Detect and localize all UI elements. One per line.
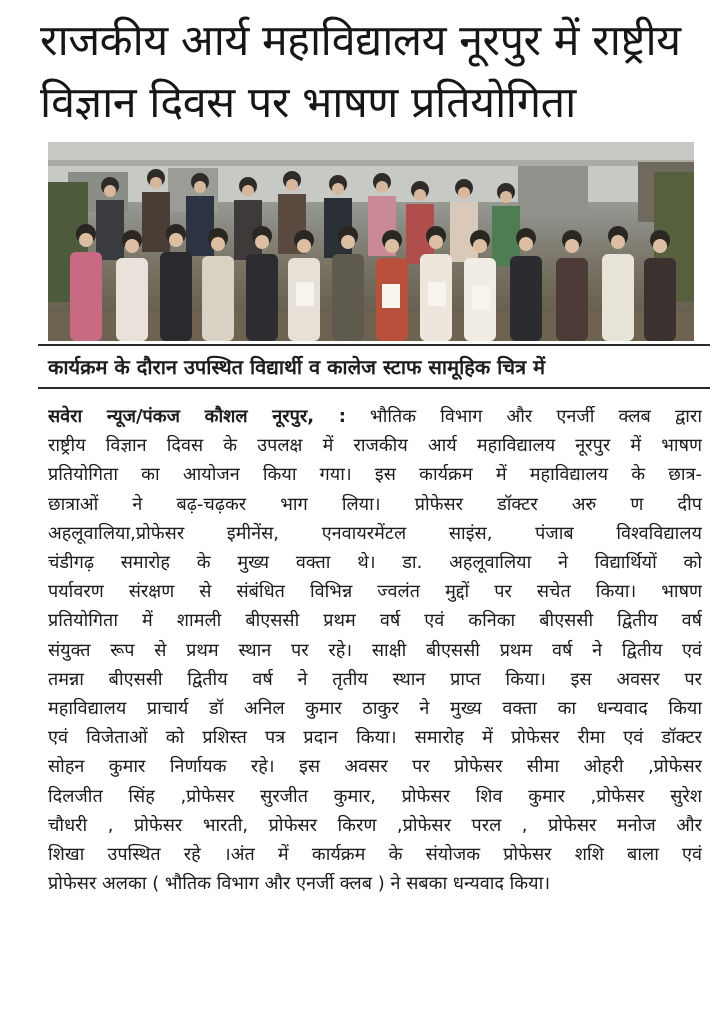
headline-line-2: विज्ञान दिवस पर भाषण प्रतियोगिता [40,78,576,128]
body-line: तमन्ना बीएससी द्वितीय वर्ष ने तृतीय स्थान प्राप्त किया। इस अवसर पर [48,668,702,690]
article-body [48,402,702,898]
body-line: शिखा उपस्थित रहे ।अंत में कार्यक्रम के संयोजक प्रोफेसर शशि बाला एवं [48,844,702,866]
body-line: अहलूवालिया,प्रोफेसर इमीनेंस, एनवायरमेंटल साइंस, पंजाब विश्वविद्यालय [48,522,702,544]
body-line: चंडीगढ़ समारोह के मुख्य वक्ता थे। डा. अहलूवालिया ने विद्यार्थियों को [48,552,702,574]
caption-top-rule [38,344,710,346]
photo-caption: कार्यक्रम के दौरान उपस्थित विद्यार्थी व कालेज स्टाफ सामूहिक चित्र में [48,355,546,379]
body-line: महाविद्यालय प्राचार्य डॉ अनिल कुमार ठाकुर ने मुख्य वक्ता का धन्यवाद किया [48,698,702,720]
body-line: प्रतियोगिता का आयोजन किया गया। इस कार्यक्रम में महाविद्यालय के छात्र- [48,464,702,486]
body-line: संयुक्त रूप से प्रथम स्थान पर रहे। साक्षी बीएससी प्रथम वर्ष ने द्वितीय एवं [48,639,702,661]
body-line-1-text: भौतिक विभाग और एनर्जी क्लब द्वारा [345,406,702,427]
headline [40,10,700,134]
body-line-last: प्रोफेसर अलका ( भौतिक विभाग और एनर्जी क्लब ) ने सबका धन्यवाद किया। [48,873,551,895]
body-line: छात्राओं ने बढ़-चढ़कर भाग लिया। प्रोफेसर डॉक्टर अरु ण दीप [48,493,702,515]
dateline: सवेरा न्यूज/पंकज कौशल नूरपुर, : [48,406,346,427]
body-line [48,402,702,431]
body-line: राष्ट्रीय विज्ञान दिवस के उपलक्ष में राजकीय आर्य महाविद्यालय नूरपुर में भाषण [48,435,702,457]
body-line: सोहन कुमार निर्णायक रहे। इस अवसर पर प्रोफेसर सीमा ओहरी ,प्रोफेसर [48,756,702,778]
group-photo [48,142,694,341]
body-line: चौधरी , प्रोफेसर भारती, प्रोफेसर किरण ,प्रोफेसर परल , प्रोफेसर मनोज और [48,814,702,836]
body-line: दिलजीत सिंह ,प्रोफेसर सुरजीत कुमार, प्रोफेसर शिव कुमार ,प्रोफेसर सुरेश [48,785,702,807]
headline-line-1: राजकीय आर्य महाविद्यालय नूरपुर में राष्ट्रीय [40,16,681,66]
body-line: पर्यावरण संरक्षण से संबंधित विभिन्न ज्वलंत मुद्दों पर सचेत किया। भाषण [48,581,702,603]
body-line: प्रतियोगिता में शामली बीएससी प्रथम वर्ष एवं कनिका बीएससी द्वितीय वर्ष [48,610,702,632]
group-photo-illustration [48,142,694,341]
caption-bottom-rule [38,387,710,389]
body-line: एवं विजेताओं को प्रशिस्त पत्र प्रदान किया। समारोह में प्रोफेसर रीमा एवं डॉक्टर [48,727,702,749]
